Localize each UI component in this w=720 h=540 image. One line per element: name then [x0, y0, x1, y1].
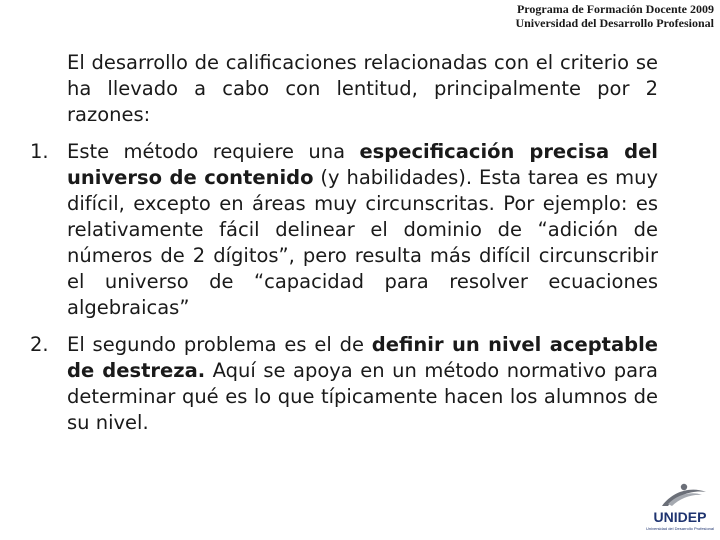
item-number: 1. [30, 140, 49, 163]
intro-paragraph: El desarrollo de calificaciones relacionadas con el criterio se ha llevado a cabo con lentitud, principalmente por 2 razones: [67, 51, 658, 126]
unidep-logo [644, 480, 716, 536]
item-text-start: Este método requiere una [67, 140, 360, 163]
item-emphasis: especificación precisa del universo de contenido [67, 140, 658, 189]
item-text-end: (y habilidades). Esta tarea es muy difícil, excepto en áreas muy circunscritas. Por ejemplo: es relativamente fácil delinear el dominio de “adición de números de 2 dígitos”, pero resulta más difícil circunscribir el universo de “capacidad para resolver ecuaciones algebraicas” [67, 166, 659, 319]
item-emphasis: definir un nivel aceptable de destreza. [67, 333, 658, 382]
slide-content [30, 50, 658, 436]
item-text-start: El segundo problema es el de [67, 333, 372, 356]
list-item [30, 332, 658, 436]
list-item [30, 139, 658, 321]
item-text [67, 332, 658, 436]
logo-name: UNIDEP [653, 509, 707, 525]
item-text-end: Aquí se apoya en un método normativo para determinar qué es lo que típicamente hacen los alumnos de su nivel. [67, 359, 658, 434]
header-university: Universidad del Desarrollo Profesional [515, 16, 714, 30]
logo-swoosh-icon [644, 480, 716, 510]
item-text [67, 139, 658, 321]
item-number: 2. [30, 333, 49, 356]
header-program: Programa de Formación Docente 2009 [516, 2, 714, 16]
header [515, 2, 714, 30]
logo-tagline: Universidad del Desarrollo Profesional [645, 526, 715, 531]
